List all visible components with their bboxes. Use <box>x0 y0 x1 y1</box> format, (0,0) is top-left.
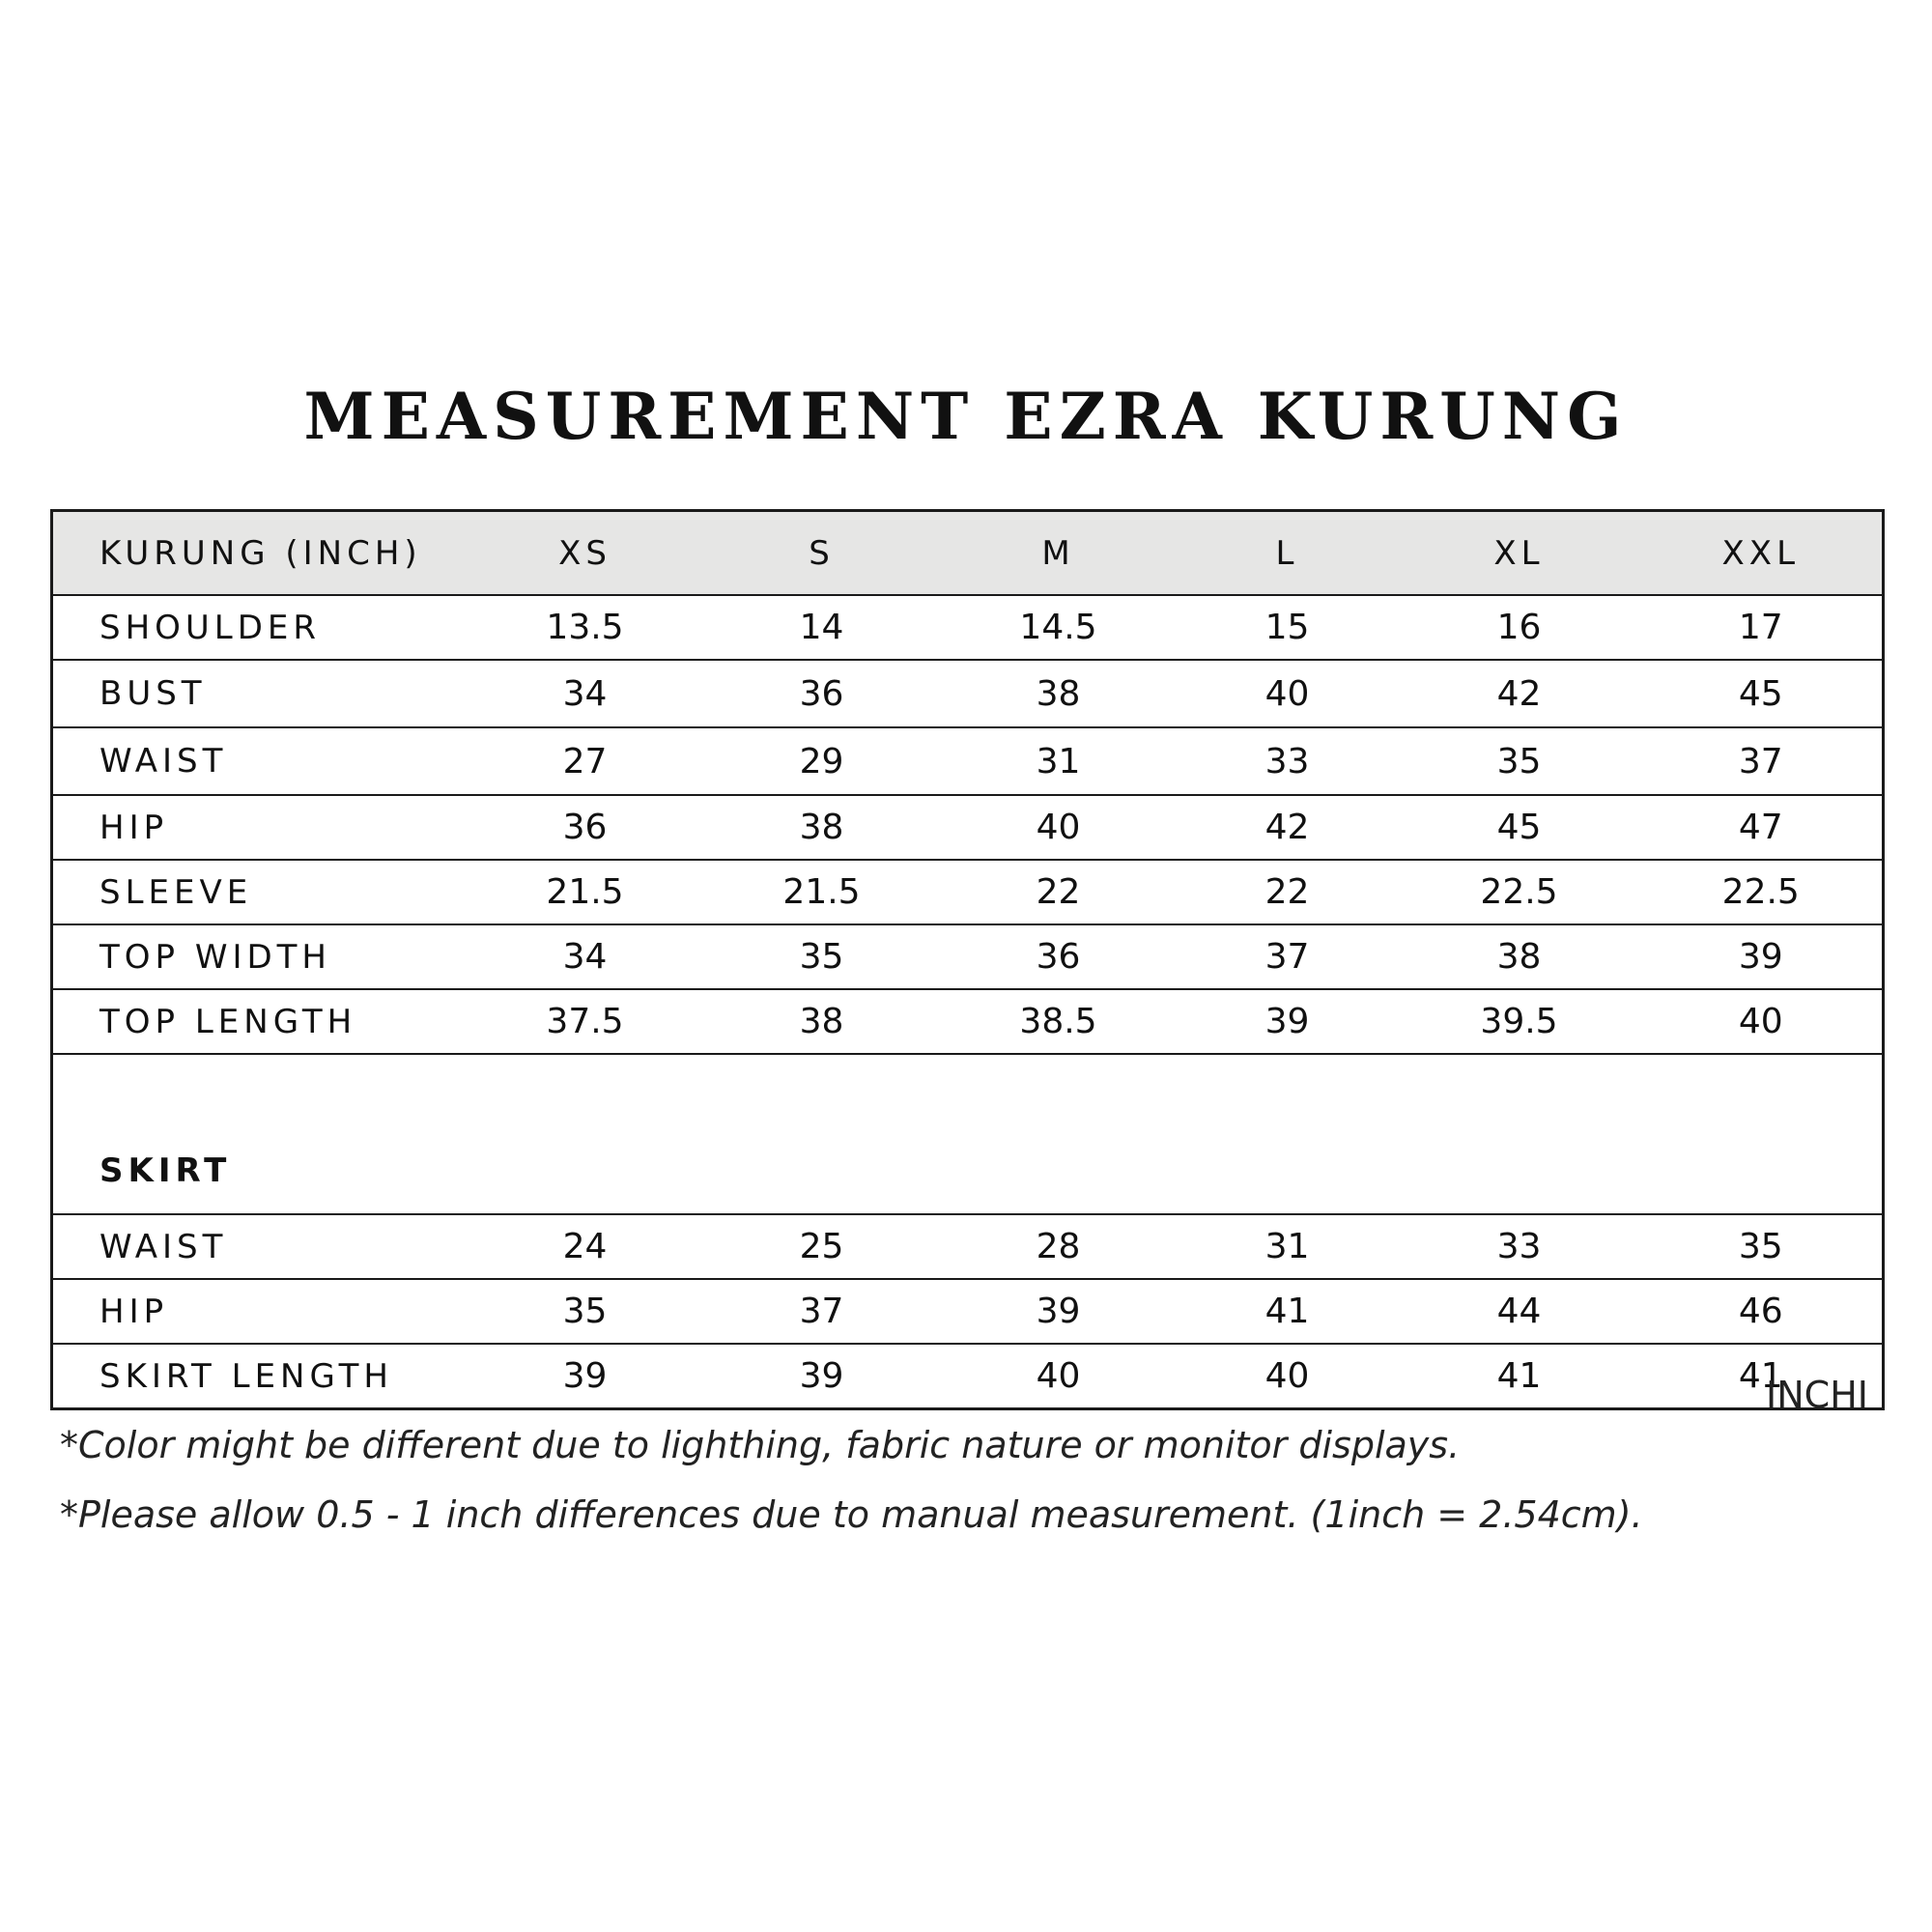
header-cell-l: L <box>1177 511 1399 596</box>
table-cell: 38.5 <box>941 989 1177 1054</box>
header-cell-category: KURUNG (INCH) <box>52 511 468 596</box>
table-cell: 39 <box>1640 924 1884 989</box>
color-disclaimer-note: *Color might be different due to lighthing, fabric nature or monitor displays. <box>60 1424 1461 1466</box>
table-cell: 46 <box>1640 1279 1884 1344</box>
table-cell: 40 <box>1177 1344 1399 1409</box>
table-cell: 39 <box>703 1344 941 1409</box>
row-label: SLEEVE <box>52 860 468 924</box>
table-row <box>52 989 1884 1054</box>
table-row <box>52 1214 1884 1279</box>
table-row <box>52 727 1884 795</box>
table-cell: 33 <box>1399 1214 1640 1279</box>
table-cell: 22 <box>1177 860 1399 924</box>
table-cell: 45 <box>1640 660 1884 727</box>
table-cell: 41 <box>1399 1344 1640 1409</box>
table-row <box>52 595 1884 660</box>
header-cell-m: M <box>941 511 1177 596</box>
table-cell: 27 <box>468 727 703 795</box>
table-cell: 41 <box>1177 1279 1399 1344</box>
table-cell: 29 <box>703 727 941 795</box>
table-cell: 36 <box>941 924 1177 989</box>
table-cell: 35 <box>703 924 941 989</box>
table-cell: 22.5 <box>1640 860 1884 924</box>
table-cell: 42 <box>1177 795 1399 860</box>
table-cell: 15 <box>1177 595 1399 660</box>
row-label: HIP <box>52 795 468 860</box>
table-cell: 33 <box>1177 727 1399 795</box>
table-cell: 34 <box>468 924 703 989</box>
table-cell: 36 <box>468 795 703 860</box>
page-title: MEASUREMENT EZRA KURUNG <box>303 379 1629 454</box>
table-cell: 38 <box>941 660 1177 727</box>
table-cell: 28 <box>941 1214 1177 1279</box>
table-cell: 22 <box>941 860 1177 924</box>
table-cell: 45 <box>1399 795 1640 860</box>
table-row <box>52 660 1884 727</box>
table-cell: 44 <box>1399 1279 1640 1344</box>
row-label: BUST <box>52 660 468 727</box>
table-cell: 13.5 <box>468 595 703 660</box>
table-cell: 38 <box>703 989 941 1054</box>
table-cell: 37.5 <box>468 989 703 1054</box>
table-cell: 16 <box>1399 595 1640 660</box>
table-cell: 31 <box>1177 1214 1399 1279</box>
row-label: TOP LENGTH <box>52 989 468 1054</box>
table-row <box>52 860 1884 924</box>
row-label: SHOULDER <box>52 595 468 660</box>
skirt-section-row <box>52 1054 1884 1214</box>
unit-label: INCHI <box>1766 1374 1868 1416</box>
row-label: TOP WIDTH <box>52 924 468 989</box>
table-cell: 35 <box>468 1279 703 1344</box>
table-cell: 39 <box>1177 989 1399 1054</box>
table-cell: 42 <box>1399 660 1640 727</box>
table-cell: 25 <box>703 1214 941 1279</box>
table-cell: 37 <box>703 1279 941 1344</box>
table-cell: 24 <box>468 1214 703 1279</box>
table-cell: 40 <box>1640 989 1884 1054</box>
table-cell: 31 <box>941 727 1177 795</box>
header-cell-s: S <box>703 511 941 596</box>
size-chart-table <box>50 509 1885 1410</box>
row-label: WAIST <box>52 1214 468 1279</box>
table-cell: 14.5 <box>941 595 1177 660</box>
skirt-section-label: SKIRT <box>52 1054 468 1214</box>
measurement-tolerance-note: *Please allow 0.5 - 1 inch differences due to manual measurement. (1inch = 2.54cm). <box>60 1493 1643 1536</box>
table-cell: 38 <box>1399 924 1640 989</box>
table-cell: 39 <box>468 1344 703 1409</box>
table-row <box>52 795 1884 860</box>
row-label: SKIRT LENGTH <box>52 1344 468 1409</box>
table-cell: 37 <box>1640 727 1884 795</box>
table-cell: 40 <box>1177 660 1399 727</box>
table-cell: 34 <box>468 660 703 727</box>
table-cell: 41 <box>1640 1344 1884 1409</box>
header-cell-xl: XL <box>1399 511 1640 596</box>
table-cell: 47 <box>1640 795 1884 860</box>
row-label: WAIST <box>52 727 468 795</box>
table-row <box>52 1344 1884 1409</box>
table-cell: 21.5 <box>703 860 941 924</box>
table-cell: 37 <box>1177 924 1399 989</box>
table-cell: 39.5 <box>1399 989 1640 1054</box>
table-cell: 40 <box>941 1344 1177 1409</box>
table-cell: 35 <box>1640 1214 1884 1279</box>
table-cell: 39 <box>941 1279 1177 1344</box>
header-cell-xs: XS <box>468 511 703 596</box>
table-cell: 35 <box>1399 727 1640 795</box>
table-cell: 36 <box>703 660 941 727</box>
table-cell: 22.5 <box>1399 860 1640 924</box>
table-cell: 17 <box>1640 595 1884 660</box>
table-row <box>52 924 1884 989</box>
row-label: HIP <box>52 1279 468 1344</box>
header-cell-xxl: XXL <box>1640 511 1884 596</box>
table-row <box>52 1279 1884 1344</box>
table-cell: 38 <box>703 795 941 860</box>
table-cell: 21.5 <box>468 860 703 924</box>
table-header-row <box>52 511 1884 596</box>
table-cell: 14 <box>703 595 941 660</box>
table-cell: 40 <box>941 795 1177 860</box>
